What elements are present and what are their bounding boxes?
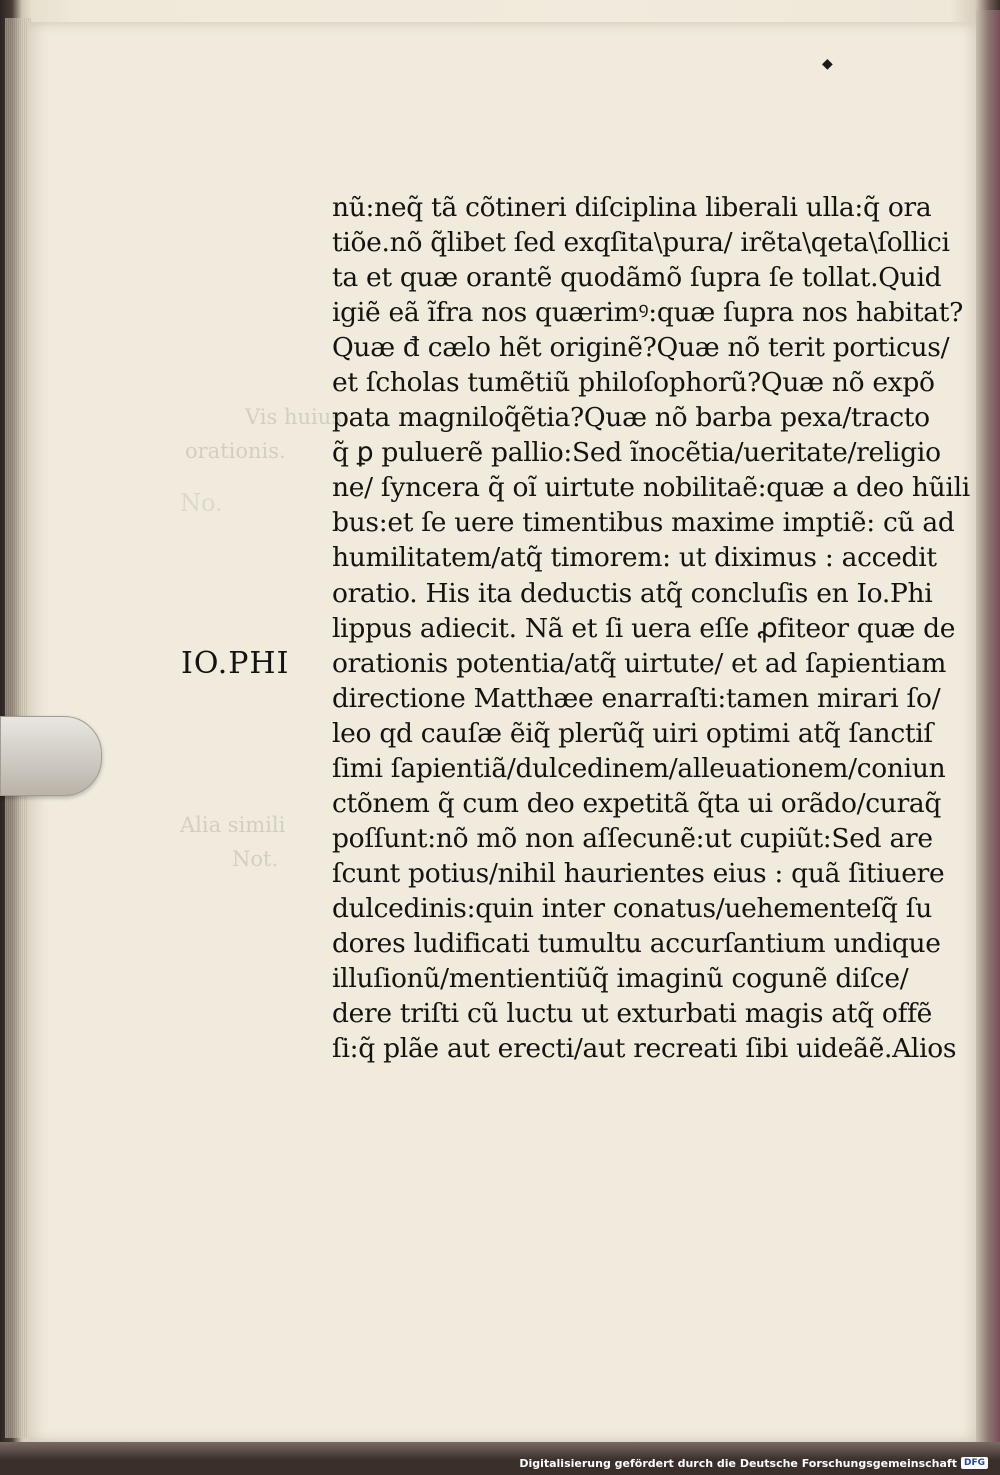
text-line: oratio. His ita deductis atq̃ concluſis en Io.Phi — [332, 577, 933, 609]
body-text — [332, 190, 970, 1066]
text-line: ta et quæ orantẽ quodãmõ ſupra ſe tollat.Quid — [332, 262, 942, 294]
text-line: q̃ ꝑ puluerẽ pallio:Sed ĩnocẽtia/ueritate/religio — [332, 437, 941, 469]
book-right-edge — [976, 10, 1000, 1450]
text-line: pata magniloq̃ẽtia?Quæ nõ barba pexa/tracto — [332, 402, 930, 434]
show-through-note: Not. — [232, 847, 279, 871]
text-line: dulcedinis:quin inter conatus/uehementeſq̃ ſu — [332, 892, 932, 924]
show-through-note: No. — [180, 489, 223, 517]
text-line: tiõe.nõ q̃libet ſed exqſita\pura/ irẽta\qeta\ſollici — [332, 227, 950, 259]
marginal-note: IO.PHI — [181, 646, 290, 681]
show-through-note: orationis. — [185, 439, 286, 463]
text-line: ne/ ſyncera q̃ oĩ uirtute nobilitaẽ:quæ a deo hũili — [332, 472, 970, 504]
text-line: illuſionũ/mentientiũq̃ imaginũ cogunẽ diſce/ — [332, 963, 909, 995]
text-line: directione Matthæe enarraſti:tamen mirari ſo/ — [332, 682, 941, 714]
footer-credit — [519, 1453, 988, 1473]
text-line: ſi:q̃ plãe aut erecti/aut recreati ſibi uideãẽ.Alios — [332, 1033, 957, 1065]
text-line: humilitatem/atq̃ timorem: ut diximus : accedit — [332, 542, 937, 574]
text-line: ctõnem q̃ cum deo expetitã q̃ta ui orãdo/curaq̃ — [332, 787, 942, 819]
footer-text: Digitalisierung gefördert durch die Deutsche Forschungsgemeinschaft — [519, 1456, 957, 1470]
page-clip-tab — [0, 716, 102, 796]
text-line: bus:et ſe uere timentibus maxime imptiẽ: cũ ad — [332, 507, 955, 539]
show-through-note: Alia simili — [180, 813, 286, 837]
ink-mark: ◆ — [822, 56, 833, 72]
text-line: nũ:neq̃ tã cõtineri diſciplina liberali ulla:q̃ ora — [332, 192, 932, 223]
text-line: igiẽ eã ĩfra nos quærimꝰ:quæ ſupra nos habitat? — [332, 297, 964, 329]
text-line: leo qd cauſæ ẽiq̃ plerũq̃ uiri optimi atq̃ ſanctiſ — [332, 717, 933, 749]
text-line: lippus adiecit. Nã et ſi uera eſſe ꝓfiteor quæ de — [332, 612, 956, 644]
text-line: poſſunt:nõ mõ non aſſecunẽ:ut cupiũt:Sed are — [332, 822, 933, 854]
text-line: et ſcholas tumẽtiũ philoſophorũ?Quæ nõ expõ — [332, 367, 935, 399]
text-line: dores ludificati tumultu accurſantium undique — [332, 927, 941, 959]
show-through-note: Vis huius — [245, 405, 343, 429]
text-line: ſcunt potius/nihil haurientes eius : quã ſitiuere — [332, 857, 945, 889]
text-line: orationis potentia/atq̃ uirtute/ et ad ſapientiam — [332, 647, 947, 679]
dfg-logo: DFG — [961, 1457, 988, 1469]
text-line: ſimi ſapientiã/dulcedinem/alleuationem/coniun — [332, 752, 946, 784]
text-line: Quæ đ cælo hẽt originẽ?Quæ nõ terit porticus/ — [332, 332, 950, 364]
text-line: dere triſti cũ luctu ut exturbati magis atq̃ offẽ — [332, 998, 932, 1030]
